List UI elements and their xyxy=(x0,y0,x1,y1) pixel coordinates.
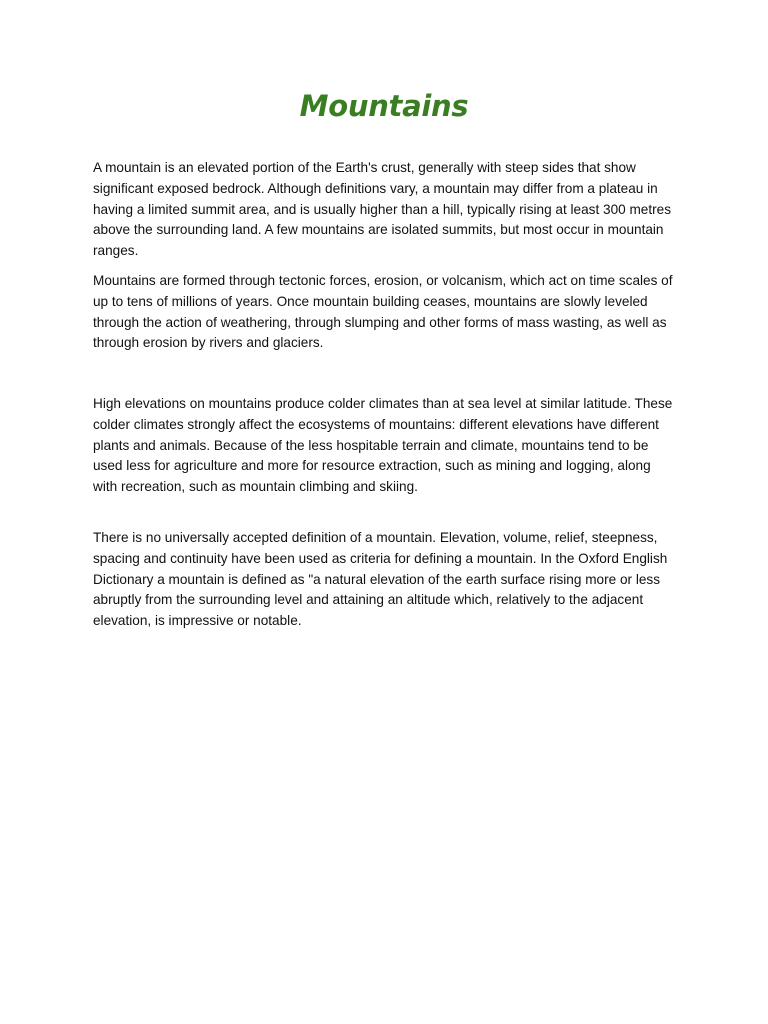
paragraph-criteria: There is no universally accepted definition of a mountain. Elevation, volume, relief, steepness, spacing and continuity have been used as criteria for defining a mountain. In the Oxford English Dictionary a mountain is defined as "a natural elevation of the earth surface rising more or less abruptly from the surrounding level and attaining an altitude which, relatively to the adjacent elevation, is impressive or notable. xyxy=(93,530,668,629)
paragraph-formation: Mountains are formed through tectonic forces, erosion, or volcanism, which act on time scales of up to tens of millions of years. Once mountain building ceases, mountains are slowly leveled through the action of weathering, through slumping and other forms of mass wasting, as well as through erosion by rivers and glaciers. xyxy=(93,273,673,351)
paragraph-definition: A mountain is an elevated portion of the Earth's crust, generally with steep sides that show significant exposed bedrock. Although definitions vary, a mountain may differ from a plateau in having a limited summit area, and is usually higher than a hill, typically rising at least 300 metres above the surrounding land. A few mountains are isolated summits, but most occur in mountain ranges. xyxy=(93,160,672,259)
paragraph-climate: High elevations on mountains produce colder climates than at sea level at similar latitude. These colder climates strongly affect the ecosystems of mountains: different elevations have different plants and animals. Because of the less hospitable terrain and climate, mountains tend to be used less for agriculture and more for resource extraction, such as mining and logging, along with recreation, such as mountain climbing and skiing. xyxy=(93,396,673,495)
page-title: Mountains xyxy=(299,89,469,123)
